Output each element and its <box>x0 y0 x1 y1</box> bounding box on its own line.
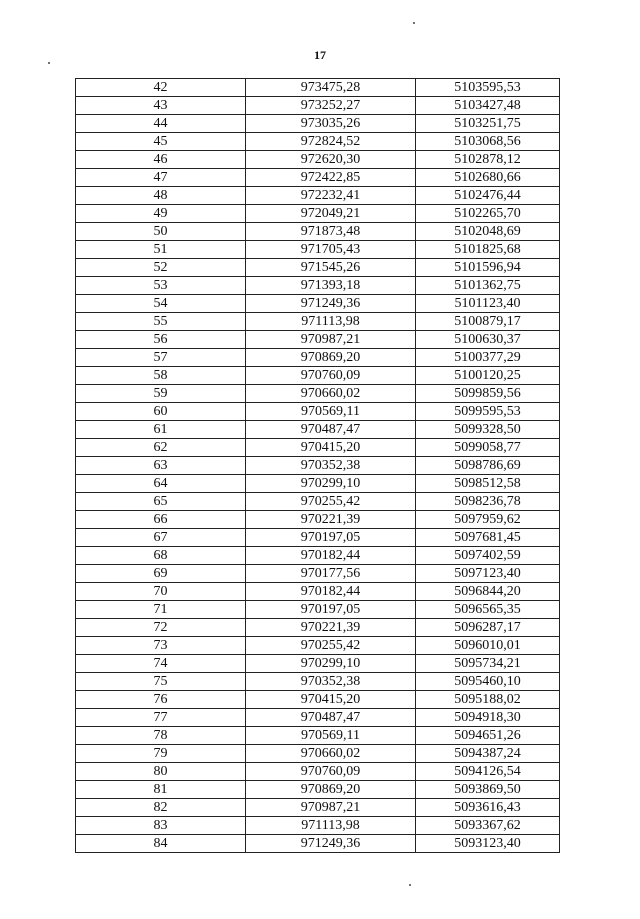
x-coordinate-cell: 973475,28 <box>246 79 416 97</box>
x-coordinate-cell: 972824,52 <box>246 133 416 151</box>
table-row <box>76 547 560 565</box>
table-row <box>76 835 560 853</box>
y-coordinate-cell: 5099058,77 <box>416 439 560 457</box>
point-number-cell: 59 <box>76 385 246 403</box>
point-number-cell: 51 <box>76 241 246 259</box>
y-coordinate-cell: 5095188,02 <box>416 691 560 709</box>
x-coordinate-cell: 970197,05 <box>246 601 416 619</box>
x-coordinate-cell: 970197,05 <box>246 529 416 547</box>
point-number-cell: 74 <box>76 655 246 673</box>
point-number-cell: 64 <box>76 475 246 493</box>
y-coordinate-cell: 5093616,43 <box>416 799 560 817</box>
x-coordinate-cell: 970177,56 <box>246 565 416 583</box>
y-coordinate-cell: 5097402,59 <box>416 547 560 565</box>
y-coordinate-cell: 5093123,40 <box>416 835 560 853</box>
x-coordinate-cell: 970987,21 <box>246 799 416 817</box>
point-number-cell: 70 <box>76 583 246 601</box>
point-number-cell: 61 <box>76 421 246 439</box>
x-coordinate-cell: 970760,09 <box>246 763 416 781</box>
table-row <box>76 727 560 745</box>
x-coordinate-cell: 972620,30 <box>246 151 416 169</box>
y-coordinate-cell: 5102265,70 <box>416 205 560 223</box>
y-coordinate-cell: 5100377,29 <box>416 349 560 367</box>
point-number-cell: 71 <box>76 601 246 619</box>
x-coordinate-cell: 970660,02 <box>246 745 416 763</box>
y-coordinate-cell: 5099595,53 <box>416 403 560 421</box>
x-coordinate-cell: 970569,11 <box>246 403 416 421</box>
x-coordinate-cell: 970221,39 <box>246 511 416 529</box>
x-coordinate-cell: 971873,48 <box>246 223 416 241</box>
y-coordinate-cell: 5097959,62 <box>416 511 560 529</box>
y-coordinate-cell: 5094651,26 <box>416 727 560 745</box>
table-row <box>76 313 560 331</box>
point-number-cell: 43 <box>76 97 246 115</box>
table-row <box>76 223 560 241</box>
x-coordinate-cell: 973252,27 <box>246 97 416 115</box>
table-row <box>76 565 560 583</box>
y-coordinate-cell: 5097681,45 <box>416 529 560 547</box>
y-coordinate-cell: 5101596,94 <box>416 259 560 277</box>
point-number-cell: 82 <box>76 799 246 817</box>
table-row <box>76 295 560 313</box>
x-coordinate-cell: 970415,20 <box>246 691 416 709</box>
x-coordinate-cell: 970569,11 <box>246 727 416 745</box>
point-number-cell: 75 <box>76 673 246 691</box>
point-number-cell: 80 <box>76 763 246 781</box>
table-row <box>76 691 560 709</box>
point-number-cell: 55 <box>76 313 246 331</box>
y-coordinate-cell: 5103427,48 <box>416 97 560 115</box>
scan-speck <box>413 22 415 24</box>
x-coordinate-cell: 970760,09 <box>246 367 416 385</box>
point-number-cell: 68 <box>76 547 246 565</box>
table-row <box>76 637 560 655</box>
y-coordinate-cell: 5100630,37 <box>416 331 560 349</box>
table-row <box>76 385 560 403</box>
y-coordinate-cell: 5099859,56 <box>416 385 560 403</box>
x-coordinate-cell: 970869,20 <box>246 349 416 367</box>
table-row <box>76 331 560 349</box>
table-row <box>76 817 560 835</box>
x-coordinate-cell: 970352,38 <box>246 673 416 691</box>
x-coordinate-cell: 970255,42 <box>246 493 416 511</box>
x-coordinate-cell: 971113,98 <box>246 313 416 331</box>
y-coordinate-cell: 5097123,40 <box>416 565 560 583</box>
y-coordinate-cell: 5098236,78 <box>416 493 560 511</box>
table-row <box>76 277 560 295</box>
y-coordinate-cell: 5102878,12 <box>416 151 560 169</box>
y-coordinate-cell: 5096287,17 <box>416 619 560 637</box>
x-coordinate-cell: 970255,42 <box>246 637 416 655</box>
scan-speck <box>48 62 50 64</box>
table-row <box>76 475 560 493</box>
point-number-cell: 48 <box>76 187 246 205</box>
table-row <box>76 367 560 385</box>
point-number-cell: 69 <box>76 565 246 583</box>
table-row <box>76 655 560 673</box>
y-coordinate-cell: 5098786,69 <box>416 457 560 475</box>
point-number-cell: 42 <box>76 79 246 97</box>
x-coordinate-cell: 970660,02 <box>246 385 416 403</box>
table-row <box>76 745 560 763</box>
x-coordinate-cell: 970182,44 <box>246 583 416 601</box>
point-number-cell: 63 <box>76 457 246 475</box>
x-coordinate-cell: 970221,39 <box>246 619 416 637</box>
table-row <box>76 763 560 781</box>
y-coordinate-cell: 5098512,58 <box>416 475 560 493</box>
scan-speck <box>409 884 411 886</box>
y-coordinate-cell: 5102476,44 <box>416 187 560 205</box>
table-row <box>76 619 560 637</box>
point-number-cell: 83 <box>76 817 246 835</box>
y-coordinate-cell: 5103068,56 <box>416 133 560 151</box>
point-number-cell: 79 <box>76 745 246 763</box>
point-number-cell: 56 <box>76 331 246 349</box>
x-coordinate-cell: 972422,85 <box>246 169 416 187</box>
x-coordinate-cell: 972049,21 <box>246 205 416 223</box>
table-row <box>76 187 560 205</box>
table-row <box>76 241 560 259</box>
y-coordinate-cell: 5094918,30 <box>416 709 560 727</box>
x-coordinate-cell: 970299,10 <box>246 655 416 673</box>
table-row <box>76 97 560 115</box>
x-coordinate-cell: 970182,44 <box>246 547 416 565</box>
point-number-cell: 72 <box>76 619 246 637</box>
table-row <box>76 421 560 439</box>
table-row <box>76 259 560 277</box>
y-coordinate-cell: 5101362,75 <box>416 277 560 295</box>
x-coordinate-cell: 971249,36 <box>246 295 416 313</box>
y-coordinate-cell: 5096844,20 <box>416 583 560 601</box>
x-coordinate-cell: 971113,98 <box>246 817 416 835</box>
point-number-cell: 77 <box>76 709 246 727</box>
x-coordinate-cell: 971393,18 <box>246 277 416 295</box>
point-number-cell: 49 <box>76 205 246 223</box>
point-number-cell: 65 <box>76 493 246 511</box>
x-coordinate-cell: 970487,47 <box>246 709 416 727</box>
y-coordinate-cell: 5102680,66 <box>416 169 560 187</box>
coordinates-table-body <box>76 79 560 853</box>
point-number-cell: 57 <box>76 349 246 367</box>
table-row <box>76 133 560 151</box>
table-row <box>76 493 560 511</box>
point-number-cell: 78 <box>76 727 246 745</box>
y-coordinate-cell: 5102048,69 <box>416 223 560 241</box>
y-coordinate-cell: 5095734,21 <box>416 655 560 673</box>
y-coordinate-cell: 5096565,35 <box>416 601 560 619</box>
y-coordinate-cell: 5093869,50 <box>416 781 560 799</box>
table-row <box>76 115 560 133</box>
table-row <box>76 349 560 367</box>
table-row <box>76 151 560 169</box>
y-coordinate-cell: 5093367,62 <box>416 817 560 835</box>
table-row <box>76 709 560 727</box>
y-coordinate-cell: 5101825,68 <box>416 241 560 259</box>
page-number: 17 <box>314 48 326 62</box>
point-number-cell: 44 <box>76 115 246 133</box>
point-number-cell: 73 <box>76 637 246 655</box>
y-coordinate-cell: 5101123,40 <box>416 295 560 313</box>
point-number-cell: 62 <box>76 439 246 457</box>
x-coordinate-cell: 971249,36 <box>246 835 416 853</box>
x-coordinate-cell: 970987,21 <box>246 331 416 349</box>
point-number-cell: 46 <box>76 151 246 169</box>
x-coordinate-cell: 971705,43 <box>246 241 416 259</box>
table-row <box>76 799 560 817</box>
x-coordinate-cell: 970352,38 <box>246 457 416 475</box>
x-coordinate-cell: 970487,47 <box>246 421 416 439</box>
table-row <box>76 529 560 547</box>
table-row <box>76 673 560 691</box>
y-coordinate-cell: 5094126,54 <box>416 763 560 781</box>
point-number-cell: 81 <box>76 781 246 799</box>
y-coordinate-cell: 5103595,53 <box>416 79 560 97</box>
x-coordinate-cell: 970869,20 <box>246 781 416 799</box>
y-coordinate-cell: 5099328,50 <box>416 421 560 439</box>
table-row <box>76 781 560 799</box>
table-row <box>76 601 560 619</box>
point-number-cell: 45 <box>76 133 246 151</box>
y-coordinate-cell: 5095460,10 <box>416 673 560 691</box>
table-row <box>76 457 560 475</box>
point-number-cell: 53 <box>76 277 246 295</box>
point-number-cell: 60 <box>76 403 246 421</box>
x-coordinate-cell: 970415,20 <box>246 439 416 457</box>
y-coordinate-cell: 5094387,24 <box>416 745 560 763</box>
table-row <box>76 403 560 421</box>
table-row <box>76 583 560 601</box>
table-row <box>76 205 560 223</box>
point-number-cell: 47 <box>76 169 246 187</box>
x-coordinate-cell: 971545,26 <box>246 259 416 277</box>
coordinates-table <box>75 78 560 853</box>
point-number-cell: 84 <box>76 835 246 853</box>
point-number-cell: 76 <box>76 691 246 709</box>
x-coordinate-cell: 970299,10 <box>246 475 416 493</box>
point-number-cell: 58 <box>76 367 246 385</box>
y-coordinate-cell: 5096010,01 <box>416 637 560 655</box>
point-number-cell: 67 <box>76 529 246 547</box>
y-coordinate-cell: 5103251,75 <box>416 115 560 133</box>
point-number-cell: 54 <box>76 295 246 313</box>
y-coordinate-cell: 5100120,25 <box>416 367 560 385</box>
point-number-cell: 66 <box>76 511 246 529</box>
x-coordinate-cell: 973035,26 <box>246 115 416 133</box>
table-row <box>76 79 560 97</box>
table-row <box>76 439 560 457</box>
table-row <box>76 511 560 529</box>
y-coordinate-cell: 5100879,17 <box>416 313 560 331</box>
x-coordinate-cell: 972232,41 <box>246 187 416 205</box>
table-row <box>76 169 560 187</box>
point-number-cell: 52 <box>76 259 246 277</box>
point-number-cell: 50 <box>76 223 246 241</box>
